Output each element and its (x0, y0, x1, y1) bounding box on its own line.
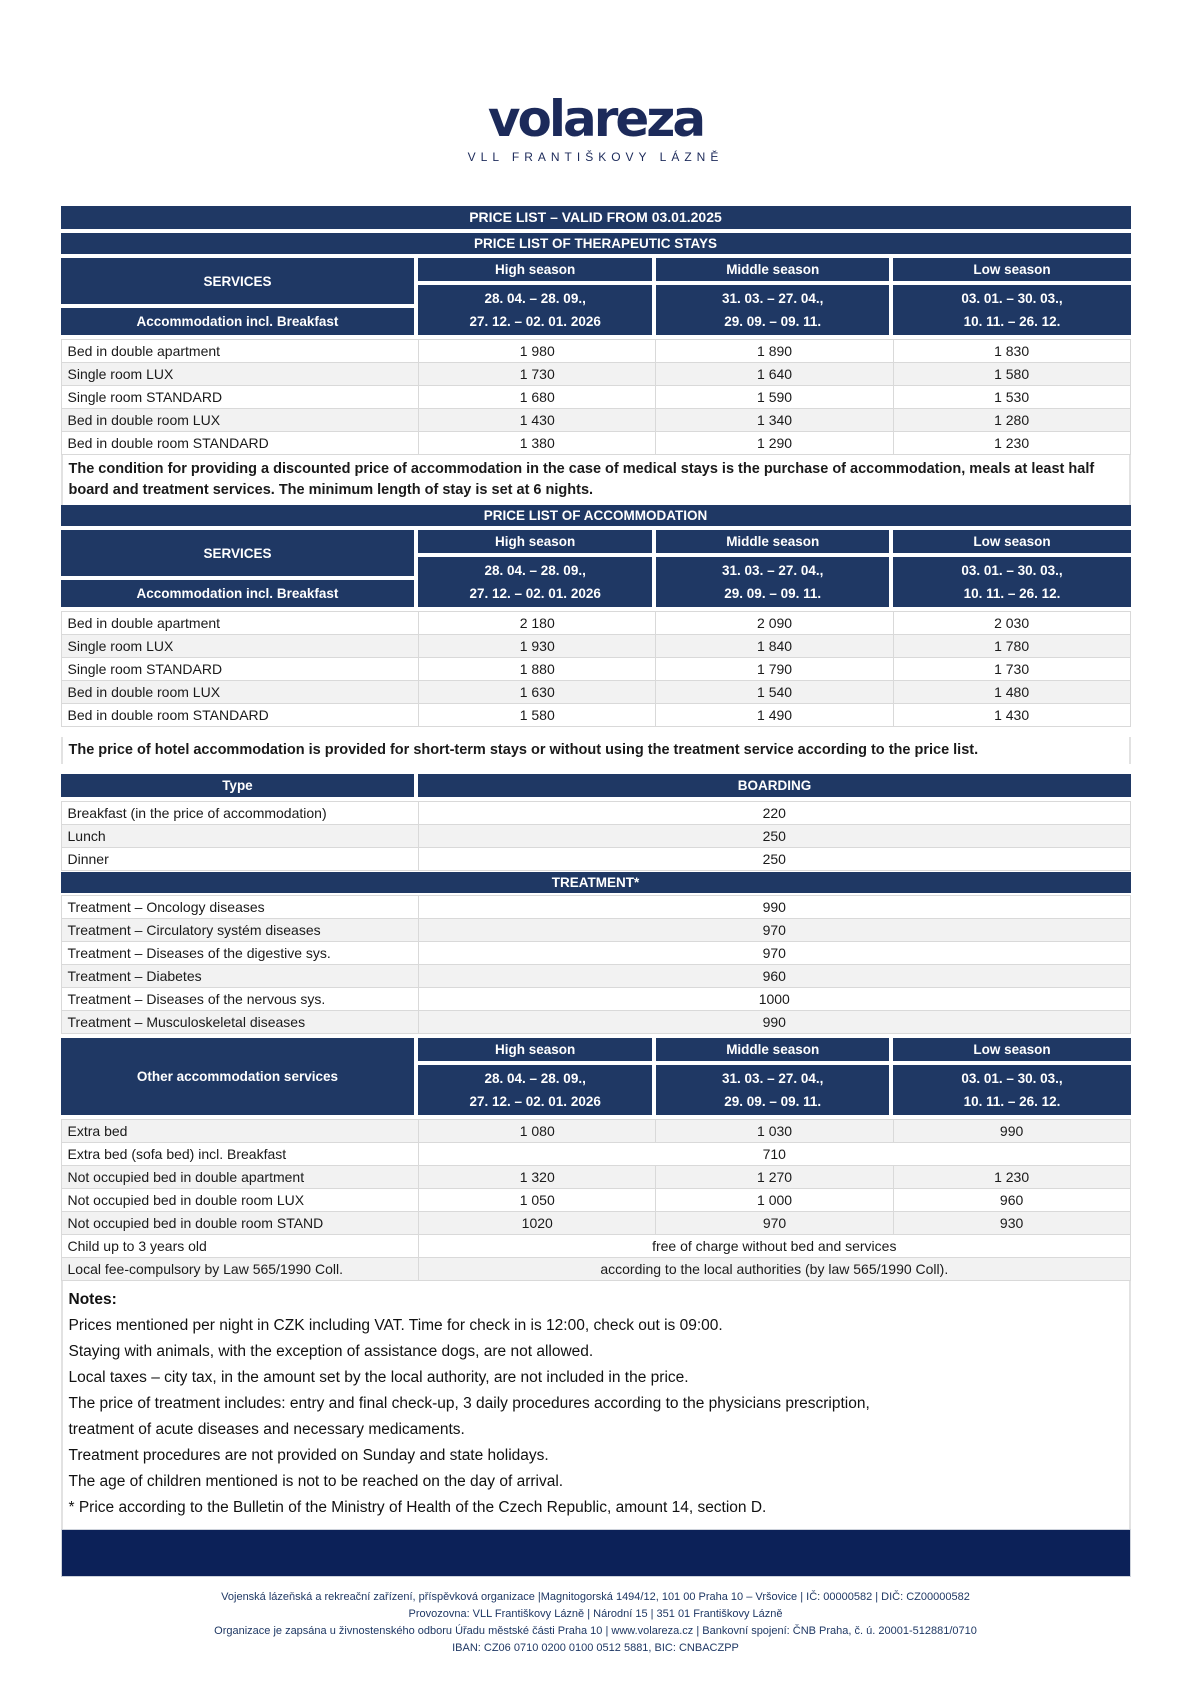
season-middle-dates-cell (656, 1065, 894, 1115)
date-line: 29. 09. – 09. 11. (724, 586, 822, 601)
row-value: 1 590 (656, 386, 893, 409)
row-value: 1 930 (419, 635, 656, 658)
table-row (61, 1235, 1130, 1258)
row-value: 1 730 (419, 363, 656, 386)
row-value: 1 840 (656, 635, 893, 658)
note-line: treatment of acute diseases and necessary medicaments. (68, 1421, 465, 1438)
row-label: Not occupied bed in double apartment (61, 1166, 419, 1189)
note-line: Staying with animals, with the exception of assistance dogs, are not allowed. (68, 1343, 594, 1360)
row-value: 1 890 (656, 340, 893, 363)
date-line: 27. 12. – 02. 01. 2026 (469, 586, 601, 601)
table-row (61, 988, 1130, 1011)
bottom-navy-bar (61, 1529, 1131, 1577)
accommodation-season-header (61, 530, 1131, 607)
row-value: 930 (893, 1212, 1130, 1235)
date-line: 10. 11. – 26. 12. (963, 586, 1061, 601)
row-value: 1 790 (656, 658, 893, 681)
therapeutic-season-header (61, 258, 1131, 335)
services-header-cell: SERVICES (61, 258, 419, 308)
row-label: Breakfast (in the price of accommodation) (61, 802, 419, 825)
table-row (61, 896, 1130, 919)
date-line: 29. 09. – 09. 11. (724, 1094, 822, 1109)
date-line: 27. 12. – 02. 01. 2026 (469, 314, 601, 329)
row-label: Dinner (61, 848, 419, 871)
boarding-header-cell: BOARDING (418, 774, 1130, 797)
document-body (61, 206, 1131, 1657)
logo-subtitle: VLL FRANTIŠKOVY LÁZNĚ (467, 150, 724, 164)
row-label: Bed in double room STANDARD (61, 704, 419, 727)
row-value: 1 080 (419, 1120, 656, 1143)
season-high-header-cell: High season (418, 258, 656, 285)
date-line: 03. 01. – 30. 03., (961, 291, 1063, 306)
accommodation-table (61, 611, 1131, 727)
season-middle-header-cell: Middle season (656, 1038, 894, 1065)
row-value: 960 (419, 965, 1130, 988)
table-row (61, 1212, 1130, 1235)
table-row (61, 681, 1130, 704)
table-row (61, 802, 1130, 825)
date-line: 31. 03. – 27. 04., (722, 291, 824, 306)
table-row (61, 612, 1130, 635)
season-low-header-cell: Low season (893, 530, 1130, 557)
row-value: 1 430 (419, 409, 656, 432)
season-high-dates-cell (418, 1065, 656, 1115)
row-value: 1 430 (893, 704, 1130, 727)
row-label: Extra bed (sofa bed) incl. Breakfast (61, 1143, 419, 1166)
date-line: 28. 04. – 28. 09., (484, 291, 586, 306)
note-line: Prices mentioned per night in CZK including VAT. Time for check in is 12:00, check out is 09:00. (68, 1317, 723, 1334)
other-services-label-cell: Other accommodation services (61, 1038, 419, 1115)
note-line: Treatment procedures are not provided on Sunday and state holidays. (68, 1447, 549, 1464)
row-value: 220 (419, 802, 1130, 825)
date-line: 29. 09. – 09. 11. (724, 314, 822, 329)
season-high-header-cell: High season (418, 1038, 656, 1065)
row-value: 1 280 (893, 409, 1130, 432)
row-value: 970 (656, 1212, 893, 1235)
row-label: Not occupied bed in double room STAND (61, 1212, 419, 1235)
season-middle-dates-cell (656, 285, 894, 335)
row-value: 1 580 (893, 363, 1130, 386)
logo-wordmark: volareza (487, 90, 704, 148)
row-value: 2 180 (419, 612, 656, 635)
row-label: Local fee-compulsory by Law 565/1990 Coll. (61, 1258, 419, 1281)
date-line: 28. 04. – 28. 09., (484, 1071, 586, 1086)
season-high-dates-cell (418, 285, 656, 335)
row-value: 2 090 (656, 612, 893, 635)
table-row (61, 965, 1130, 988)
row-value: 960 (893, 1189, 1130, 1212)
accommodation-condition-note: The price of hotel accommodation is provided for short-term stays or without using the treatment service according to the price list. (61, 737, 1131, 764)
row-value: 1 030 (656, 1120, 893, 1143)
row-value: 1 730 (893, 658, 1130, 681)
row-label: Single room LUX (61, 635, 419, 658)
row-label: Treatment – Musculoskeletal diseases (61, 1011, 419, 1034)
season-high-dates-cell (418, 557, 656, 607)
row-value: 1 530 (893, 386, 1130, 409)
row-value: 1 320 (419, 1166, 656, 1189)
table-row (61, 1011, 1130, 1034)
season-low-header-cell: Low season (893, 258, 1130, 285)
table-row (61, 635, 1130, 658)
season-low-header-cell: Low season (893, 1038, 1130, 1065)
row-value: 1 380 (419, 432, 656, 455)
other-services-table (61, 1119, 1131, 1281)
row-value: 1 000 (656, 1189, 893, 1212)
row-label: Child up to 3 years old (61, 1235, 419, 1258)
boarding-header (61, 774, 1131, 797)
row-value: 1 340 (656, 409, 893, 432)
table-row (61, 340, 1130, 363)
logo (0, 0, 1191, 164)
row-label: Extra bed (61, 1120, 419, 1143)
season-middle-header-cell: Middle season (656, 258, 894, 285)
season-low-dates-cell (893, 557, 1130, 607)
other-services-header (61, 1038, 1131, 1115)
table-row (61, 363, 1130, 386)
row-value: 1 630 (419, 681, 656, 704)
footer-line: Organizace je zapsána u živnostenského odboru Úřadu městské části Praha 10 | www.volareza.cz | Bankovní spojení: ČNB Praha, č. ú. 20001-512881/0710 (214, 1625, 977, 1637)
footer-line: Provozovna: VLL Františkovy Lázně | Národní 15 | 351 01 Františkovy Lázně (408, 1608, 783, 1620)
row-value: 1 780 (893, 635, 1130, 658)
row-label: Bed in double room LUX (61, 681, 419, 704)
table-row (61, 1189, 1130, 1212)
row-label: Single room STANDARD (61, 658, 419, 681)
treatment-table (61, 895, 1131, 1034)
footer-line: IBAN: CZ06 0710 0200 0100 0512 5881, BIC: CNBACZPP (452, 1642, 739, 1654)
accommodation-title-bar: PRICE LIST OF ACCOMMODATION (61, 505, 1131, 526)
row-label: Treatment – Oncology diseases (61, 896, 419, 919)
row-label: Treatment – Circulatory systém diseases (61, 919, 419, 942)
row-value: 1 290 (656, 432, 893, 455)
note-line: The age of children mentioned is not to be reached on the day of arrival. (68, 1473, 564, 1490)
row-label: Single room LUX (61, 363, 419, 386)
row-value: 1 050 (419, 1189, 656, 1212)
row-value: 1000 (419, 988, 1130, 1011)
row-value: 250 (419, 848, 1130, 871)
season-high-header-cell: High season (418, 530, 656, 557)
row-value: 1 230 (893, 1166, 1130, 1189)
row-label: Lunch (61, 825, 419, 848)
row-label: Bed in double room LUX (61, 409, 419, 432)
note-line: * Price according to the Bulletin of the Ministry of Health of the Czech Republic, amount 14, section D. (68, 1499, 767, 1516)
row-value: 1 580 (419, 704, 656, 727)
date-line: 31. 03. – 27. 04., (722, 563, 824, 578)
row-value: free of charge without bed and services (419, 1235, 1130, 1258)
row-label: Not occupied bed in double room LUX (61, 1189, 419, 1212)
boarding-type-header-cell: Type (61, 774, 419, 797)
note-line: The price of treatment includes: entry and final check-up, 3 daily procedures according to the physicians prescription, (68, 1395, 870, 1412)
row-label: Treatment – Diseases of the digestive sys. (61, 942, 419, 965)
table-row (61, 409, 1130, 432)
row-value: 990 (419, 1011, 1130, 1034)
main-title-bar: PRICE LIST – VALID FROM 03.01.2025 (61, 206, 1131, 229)
row-label: Treatment – Diseases of the nervous sys. (61, 988, 419, 1011)
row-value: according to the local authorities (by law 565/1990 Coll). (419, 1258, 1130, 1281)
row-label: Bed in double room STANDARD (61, 432, 419, 455)
boarding-table (61, 801, 1131, 871)
note-line: Local taxes – city tax, in the amount set by the local authority, are not included in the price. (68, 1369, 689, 1386)
season-middle-dates-cell (656, 557, 894, 607)
notes-section (61, 1281, 1131, 1529)
season-low-dates-cell (893, 1065, 1130, 1115)
row-value: 1 880 (419, 658, 656, 681)
table-row (61, 919, 1130, 942)
row-value: 1 480 (893, 681, 1130, 704)
table-row (61, 704, 1130, 727)
date-line: 03. 01. – 30. 03., (961, 1071, 1063, 1086)
table-row (61, 825, 1130, 848)
row-label: Bed in double apartment (61, 340, 419, 363)
footer-line: Vojenská lázeňská a rekreační zařízení, příspěvková organizace |Magnitogorská 1494/12, 101 00 Praha 10 – Vršovice | IČ: 00000582 | DIČ: CZ00000582 (221, 1591, 970, 1603)
date-line: 10. 11. – 26. 12. (963, 1094, 1061, 1109)
services-header-cell: SERVICES (61, 530, 419, 580)
date-line: 10. 11. – 26. 12. (963, 314, 1061, 329)
notes-title: Notes: (68, 1291, 117, 1308)
date-line: 28. 04. – 28. 09., (484, 563, 586, 578)
row-value: 2 030 (893, 612, 1130, 635)
table-row (61, 386, 1130, 409)
row-value: 1 830 (893, 340, 1130, 363)
row-value: 1 980 (419, 340, 656, 363)
row-value: 990 (419, 896, 1130, 919)
table-row (61, 848, 1130, 871)
table-row (61, 658, 1130, 681)
row-value: 1 540 (656, 681, 893, 704)
row-value: 1020 (419, 1212, 656, 1235)
row-value: 710 (419, 1143, 1130, 1166)
date-line: 27. 12. – 02. 01. 2026 (469, 1094, 601, 1109)
breakfast-sublabel-cell: Accommodation incl. Breakfast (61, 308, 419, 335)
row-value: 970 (419, 942, 1130, 965)
table-row (61, 1258, 1130, 1281)
table-row (61, 1120, 1130, 1143)
therapeutic-table (61, 339, 1131, 455)
breakfast-sublabel-cell: Accommodation incl. Breakfast (61, 580, 419, 607)
row-value: 1 230 (893, 432, 1130, 455)
season-middle-header-cell: Middle season (656, 530, 894, 557)
row-value: 1 680 (419, 386, 656, 409)
footer (61, 1589, 1131, 1657)
therapeutic-title-bar: PRICE LIST OF THERAPEUTIC STAYS (61, 233, 1131, 254)
treatment-title-bar: TREATMENT* (61, 872, 1131, 893)
table-row (61, 432, 1130, 455)
row-value: 1 270 (656, 1166, 893, 1189)
date-line: 31. 03. – 27. 04., (722, 1071, 824, 1086)
row-value: 1 640 (656, 363, 893, 386)
row-label: Bed in double apartment (61, 612, 419, 635)
date-line: 03. 01. – 30. 03., (961, 563, 1063, 578)
therapeutic-condition-note: The condition for providing a discounted price of accommodation in the case of medical stays is the purchase of accommodation, meals at least half board and treatment services. The minimum length of stay is set at 6 nights. (61, 455, 1131, 505)
row-label: Treatment – Diabetes (61, 965, 419, 988)
row-value: 990 (893, 1120, 1130, 1143)
row-value: 250 (419, 825, 1130, 848)
row-value: 1 490 (656, 704, 893, 727)
table-row (61, 1143, 1130, 1166)
season-low-dates-cell (893, 285, 1130, 335)
row-value: 970 (419, 919, 1130, 942)
table-row (61, 1166, 1130, 1189)
row-label: Single room STANDARD (61, 386, 419, 409)
table-row (61, 942, 1130, 965)
